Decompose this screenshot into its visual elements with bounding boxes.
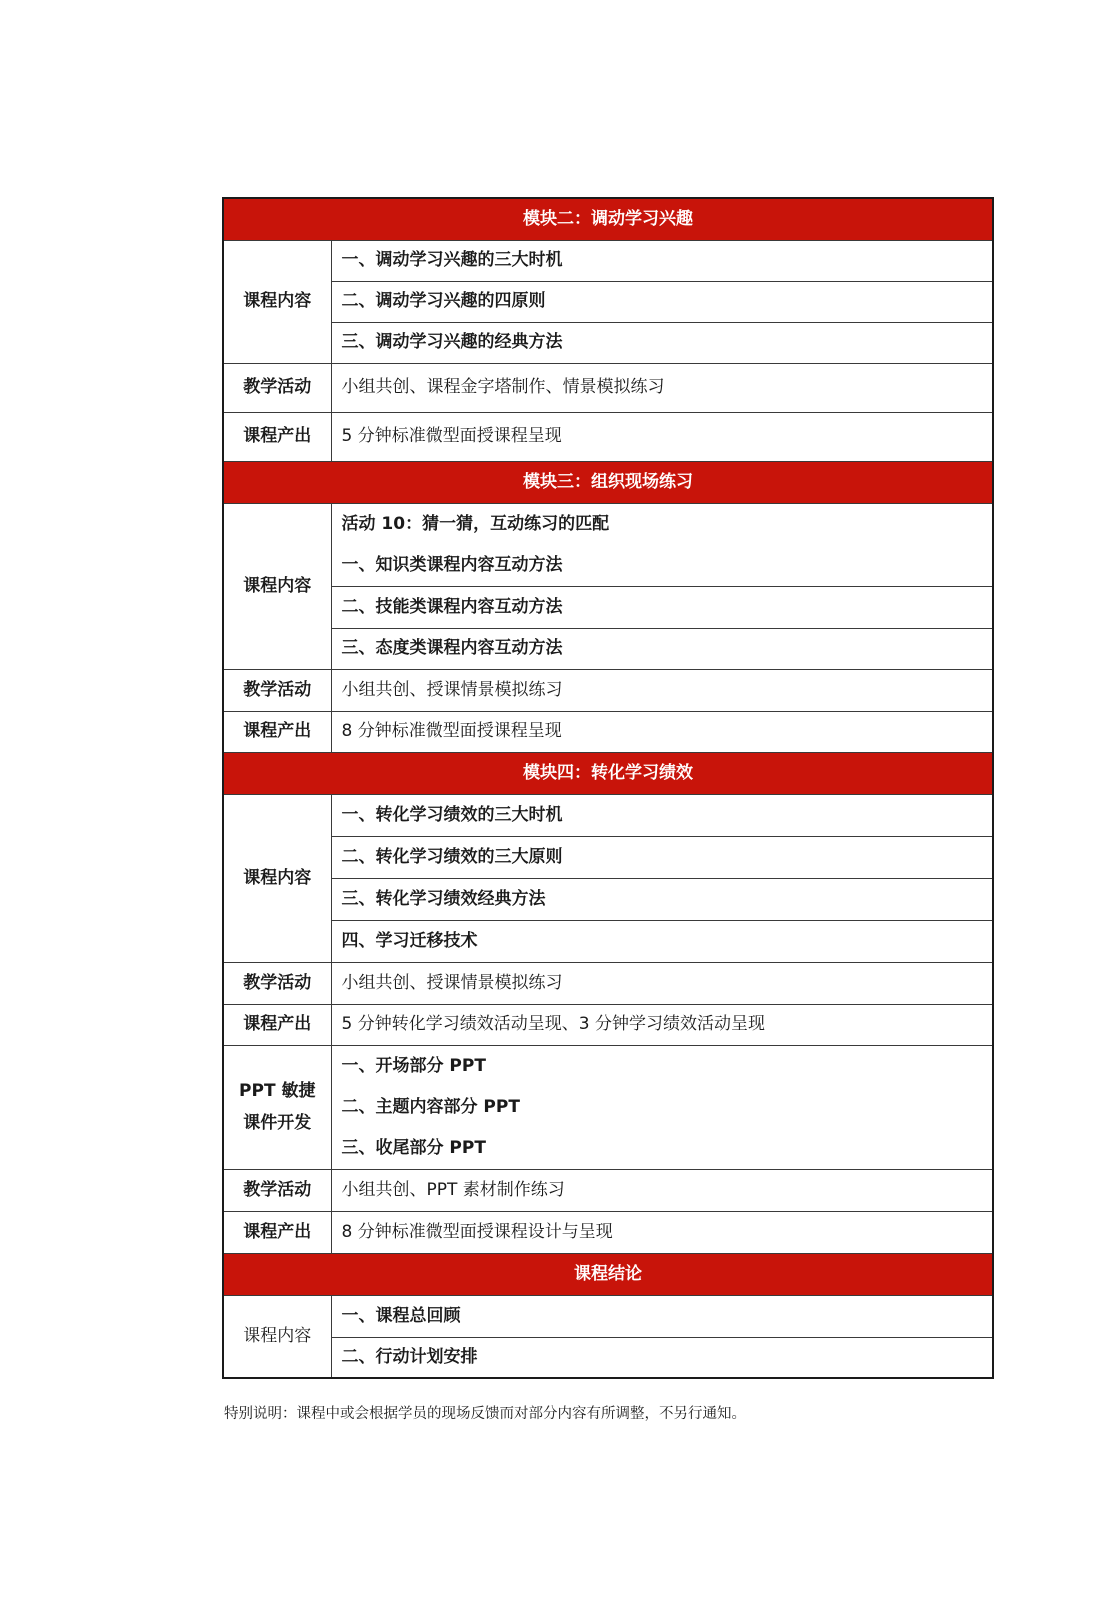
activity-text: 小组共创、课程金字塔制作、情景模拟练习: [331, 363, 993, 412]
content-item-group: [331, 503, 993, 586]
module-header: [223, 461, 993, 503]
module-title: 课程结论: [223, 1253, 993, 1295]
module-header: [223, 1253, 993, 1295]
content-item: 二、调动学习兴趣的四原则: [331, 281, 993, 322]
activity-heading: 活动 10：猜一猜，互动练习的匹配: [341, 513, 610, 534]
row-label: 教学活动: [223, 1169, 331, 1211]
row-label: 课程内容: [223, 1295, 331, 1378]
table-row: [223, 240, 993, 281]
content-item: 三、态度类课程内容互动方法: [331, 628, 993, 669]
ppt-item: 三、收尾部分 PPT: [341, 1137, 486, 1158]
row-label: 教学活动: [223, 962, 331, 1004]
row-label: 课程内容: [223, 794, 331, 962]
content-item: 一、课程总回顾: [331, 1295, 993, 1337]
module-header: [223, 198, 993, 240]
output-text: 5 分钟转化学习绩效活动呈现、3 分钟学习绩效活动呈现: [331, 1004, 993, 1045]
table-row: [223, 1045, 993, 1169]
row-label: 课程产出: [223, 1004, 331, 1045]
content-item: 二、技能类课程内容互动方法: [331, 586, 993, 628]
table-row: [223, 878, 993, 920]
row-label: 课程内容: [223, 503, 331, 669]
ppt-item: 二、主题内容部分 PPT: [341, 1096, 520, 1117]
table-row: [223, 503, 993, 586]
row-label: 教学活动: [223, 363, 331, 412]
table-row: [223, 962, 993, 1004]
content-item: 一、转化学习绩效的三大时机: [331, 794, 993, 836]
ppt-item-group: [331, 1045, 993, 1169]
activity-text: 小组共创、授课情景模拟练习: [331, 669, 993, 711]
table-row: [223, 586, 993, 628]
table-row: [223, 1295, 993, 1337]
footnote: 特别说明：课程中或会根据学员的现场反馈而对部分内容有所调整，不另行通知。: [224, 1406, 746, 1422]
table-row: [223, 920, 993, 962]
course-outline-table: [222, 197, 994, 1379]
row-label: 课程产出: [223, 711, 331, 752]
module-title: 模块三：组织现场练习: [223, 461, 993, 503]
table-row: [223, 363, 993, 412]
activity-text: 小组共创、PPT 素材制作练习: [331, 1169, 993, 1211]
row-label: 课程产出: [223, 412, 331, 461]
table-row: [223, 628, 993, 669]
output-text: 5 分钟标准微型面授课程呈现: [331, 412, 993, 461]
output-text: 8 分钟标准微型面授课程设计与呈现: [331, 1211, 993, 1253]
module-header: [223, 752, 993, 794]
table-row: [223, 322, 993, 363]
table-row: [223, 711, 993, 752]
content-item: 四、学习迁移技术: [331, 920, 993, 962]
activity-text: 小组共创、授课情景模拟练习: [331, 962, 993, 1004]
content-item: 三、调动学习兴趣的经典方法: [331, 322, 993, 363]
table-row: [223, 1169, 993, 1211]
content-item: 二、转化学习绩效的三大原则: [331, 836, 993, 878]
table-row: [223, 1004, 993, 1045]
row-label: 课程产出: [223, 1211, 331, 1253]
row-label: 课程内容: [223, 240, 331, 363]
table-row: [223, 794, 993, 836]
table-row: [223, 836, 993, 878]
module-title: 模块二：调动学习兴趣: [223, 198, 993, 240]
table-row: [223, 281, 993, 322]
table-row: [223, 669, 993, 711]
content-item: 三、转化学习绩效经典方法: [331, 878, 993, 920]
module-title: 模块四：转化学习绩效: [223, 752, 993, 794]
table-row: [223, 412, 993, 461]
ppt-item: 一、开场部分 PPT: [341, 1055, 486, 1076]
content-item: 二、行动计划安排: [331, 1337, 993, 1378]
output-text: 8 分钟标准微型面授课程呈现: [331, 711, 993, 752]
row-label: 教学活动: [223, 669, 331, 711]
content-item: 一、调动学习兴趣的三大时机: [331, 240, 993, 281]
content-item: 一、知识类课程内容互动方法: [341, 554, 563, 575]
row-label-line: 课件开发: [243, 1113, 312, 1133]
row-label-ppt: [223, 1045, 331, 1169]
row-label-line: PPT 敏捷: [239, 1081, 316, 1101]
table-row: [223, 1211, 993, 1253]
table-row: [223, 1337, 993, 1378]
